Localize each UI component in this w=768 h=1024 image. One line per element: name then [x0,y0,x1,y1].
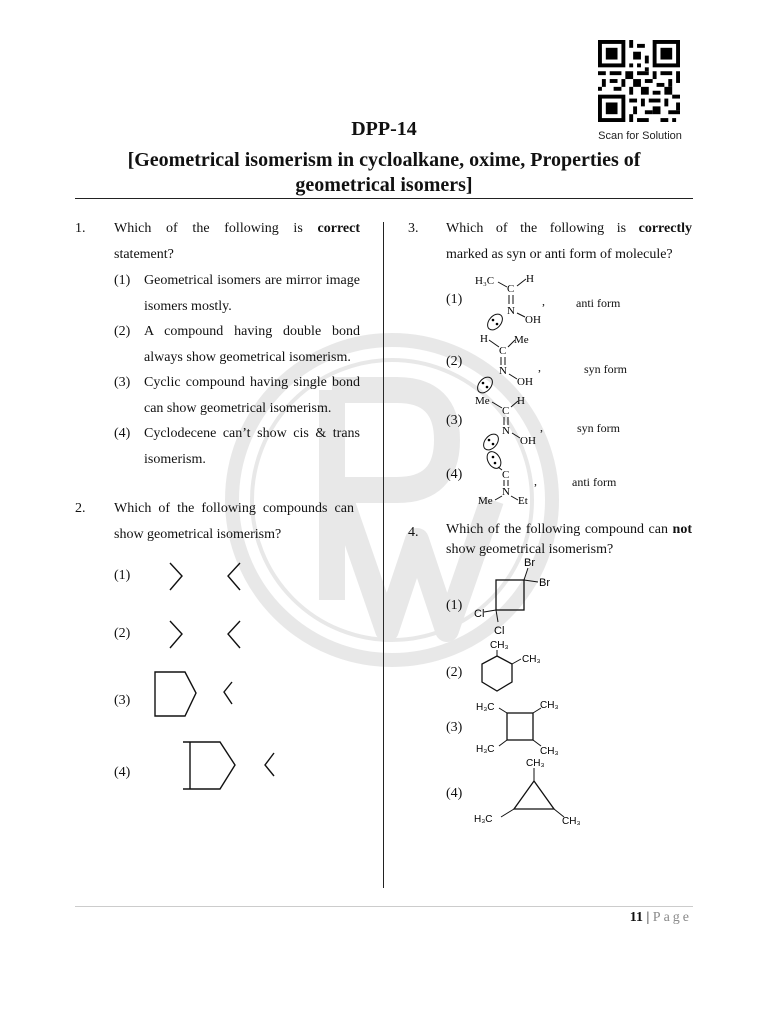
question-1-option-3[interactable] [114,370,360,422]
question-3-option-3[interactable]: (3) [446,413,463,428]
question-1-text [114,216,360,268]
struct-label: OH [517,376,533,388]
struct-label: C [499,345,507,357]
option-text: Cyclodecene can’t show cis & trans isomerism. [144,426,360,467]
question-2-option-2[interactable]: (2) [114,626,131,641]
struct-label: Cl [494,625,505,637]
column-divider [383,222,384,888]
struct-label: C [502,405,510,417]
q2-option-4-structure [180,738,280,794]
option-number: (1) [114,273,131,288]
struct-label: N [502,486,510,498]
option-number: (3) [114,375,131,390]
q3-option-4-structure [470,448,550,510]
q3-option-1-form: anti form [576,296,621,310]
struct-label: Br [539,577,550,589]
question-3-option-2[interactable]: (2) [446,354,463,369]
struct-label: H [517,395,525,407]
question-4-option-4[interactable]: (4) [446,786,463,801]
q3-option-2-form: syn form [584,362,627,376]
struct-label: Me [514,334,529,346]
page-subtitle-line-1: [Geometrical isomerism in cycloalkane, oxime, Properties of [127,149,641,171]
struct-label: CH₃ [540,746,559,757]
comma: , [538,360,541,374]
question-4-keyword: not [672,522,692,537]
qr-caption: Scan for Solution [598,130,682,142]
q4-option-3-structure [474,696,574,758]
q4-option-4-structure [474,755,584,827]
struct-label: Cl [474,608,485,620]
question-1-option-2[interactable] [114,319,360,371]
q2-option-1-structure [165,560,255,594]
option-text: Cyclic compound having single bond can show geometrical isomerism. [144,375,360,416]
q2-option-3-structure [150,668,250,724]
page-label: Page [652,910,692,925]
struct-label: CH₃ [522,654,541,665]
question-2-number: 2. [75,501,86,516]
q4-option-2-structure [472,640,562,702]
option-number: (2) [114,324,131,339]
question-1-keyword: correct [317,221,360,236]
page-subtitle-line-2: geometrical isomers] [295,174,473,196]
page-subtitle [0,148,768,198]
question-4-text-pre: Which of the following compound can [446,522,673,537]
qr-code[interactable] [598,40,680,122]
question-4-option-1[interactable]: (1) [446,598,463,613]
q3-option-1-structure [470,270,550,332]
struct-label: CH₃ [540,700,559,711]
q4-option-1-structure [472,556,562,640]
question-4-text-post: show geometrical isomerism? [446,542,614,557]
struct-label: CH₃ [526,758,545,769]
struct-label: N [499,365,507,377]
comma: , [540,420,543,434]
question-3-text-post: marked as syn or anti form of molecule? [446,247,673,262]
question-2-text: Which of the following compounds can show geometrical isomerism? [114,501,354,542]
struct-label: C [507,283,515,295]
question-3-text-pre: Which of the following is [446,221,639,236]
question-1-text-pre: Which of the following is [114,221,318,236]
q2-option-2-structure [165,618,255,652]
page-footer [630,910,692,926]
struct-label: N [502,425,510,437]
header-divider [75,198,693,199]
question-1-option-1[interactable] [114,268,360,320]
question-2-option-1[interactable]: (1) [114,568,131,583]
struct-label: C [502,469,510,481]
question-4-number: 4. [408,525,419,540]
struct-label: N [507,305,515,317]
struct-label: Br [524,557,535,569]
option-text: A compound having double bond always show geometrical isomerism. [144,324,360,365]
q3-option-3-structure [470,392,550,450]
struct-label: Me [478,495,493,507]
comma: , [542,294,545,308]
question-3-option-4[interactable]: (4) [446,467,463,482]
question-3-number: 3. [408,221,419,236]
struct-label: OH [520,435,536,447]
question-1-text-post: statement? [114,247,174,262]
struct-label: OH [525,314,541,326]
question-2-option-3[interactable]: (3) [114,693,131,708]
struct-label: CH₃ [490,640,509,651]
question-2-option-4[interactable]: (4) [114,765,131,780]
q3-option-3-form: syn form [577,421,620,435]
question-1-number: 1. [75,221,86,236]
option-text: Geometrical isomers are mirror image isomers mostly. [144,273,360,314]
struct-label: CH₃ [562,816,581,827]
question-3-text [446,216,692,268]
struct-label: Me [475,395,490,407]
option-number: (4) [114,426,131,441]
footer-divider [75,906,693,907]
question-4-option-3[interactable]: (3) [446,720,463,735]
struct-label: H₃C [474,814,493,825]
struct-label: H₃C [476,702,495,713]
comma: , [534,474,537,488]
page-title: DPP-14 [351,118,417,140]
struct-label: H [526,273,534,285]
q3-option-4-form: anti form [572,475,617,489]
struct-label: H [480,333,488,345]
struct-label: H₃C [475,275,495,287]
question-3-option-1[interactable]: (1) [446,292,463,307]
question-3-keyword: correctly [638,221,692,236]
struct-label: Et [518,495,528,507]
question-4-text [446,520,692,560]
struct-label: H₃C [476,744,495,755]
page-number: 11 [629,910,643,925]
question-1-option-4[interactable] [114,421,360,473]
question-4-option-2[interactable]: (2) [446,665,463,680]
footer-separator: | [646,910,650,925]
